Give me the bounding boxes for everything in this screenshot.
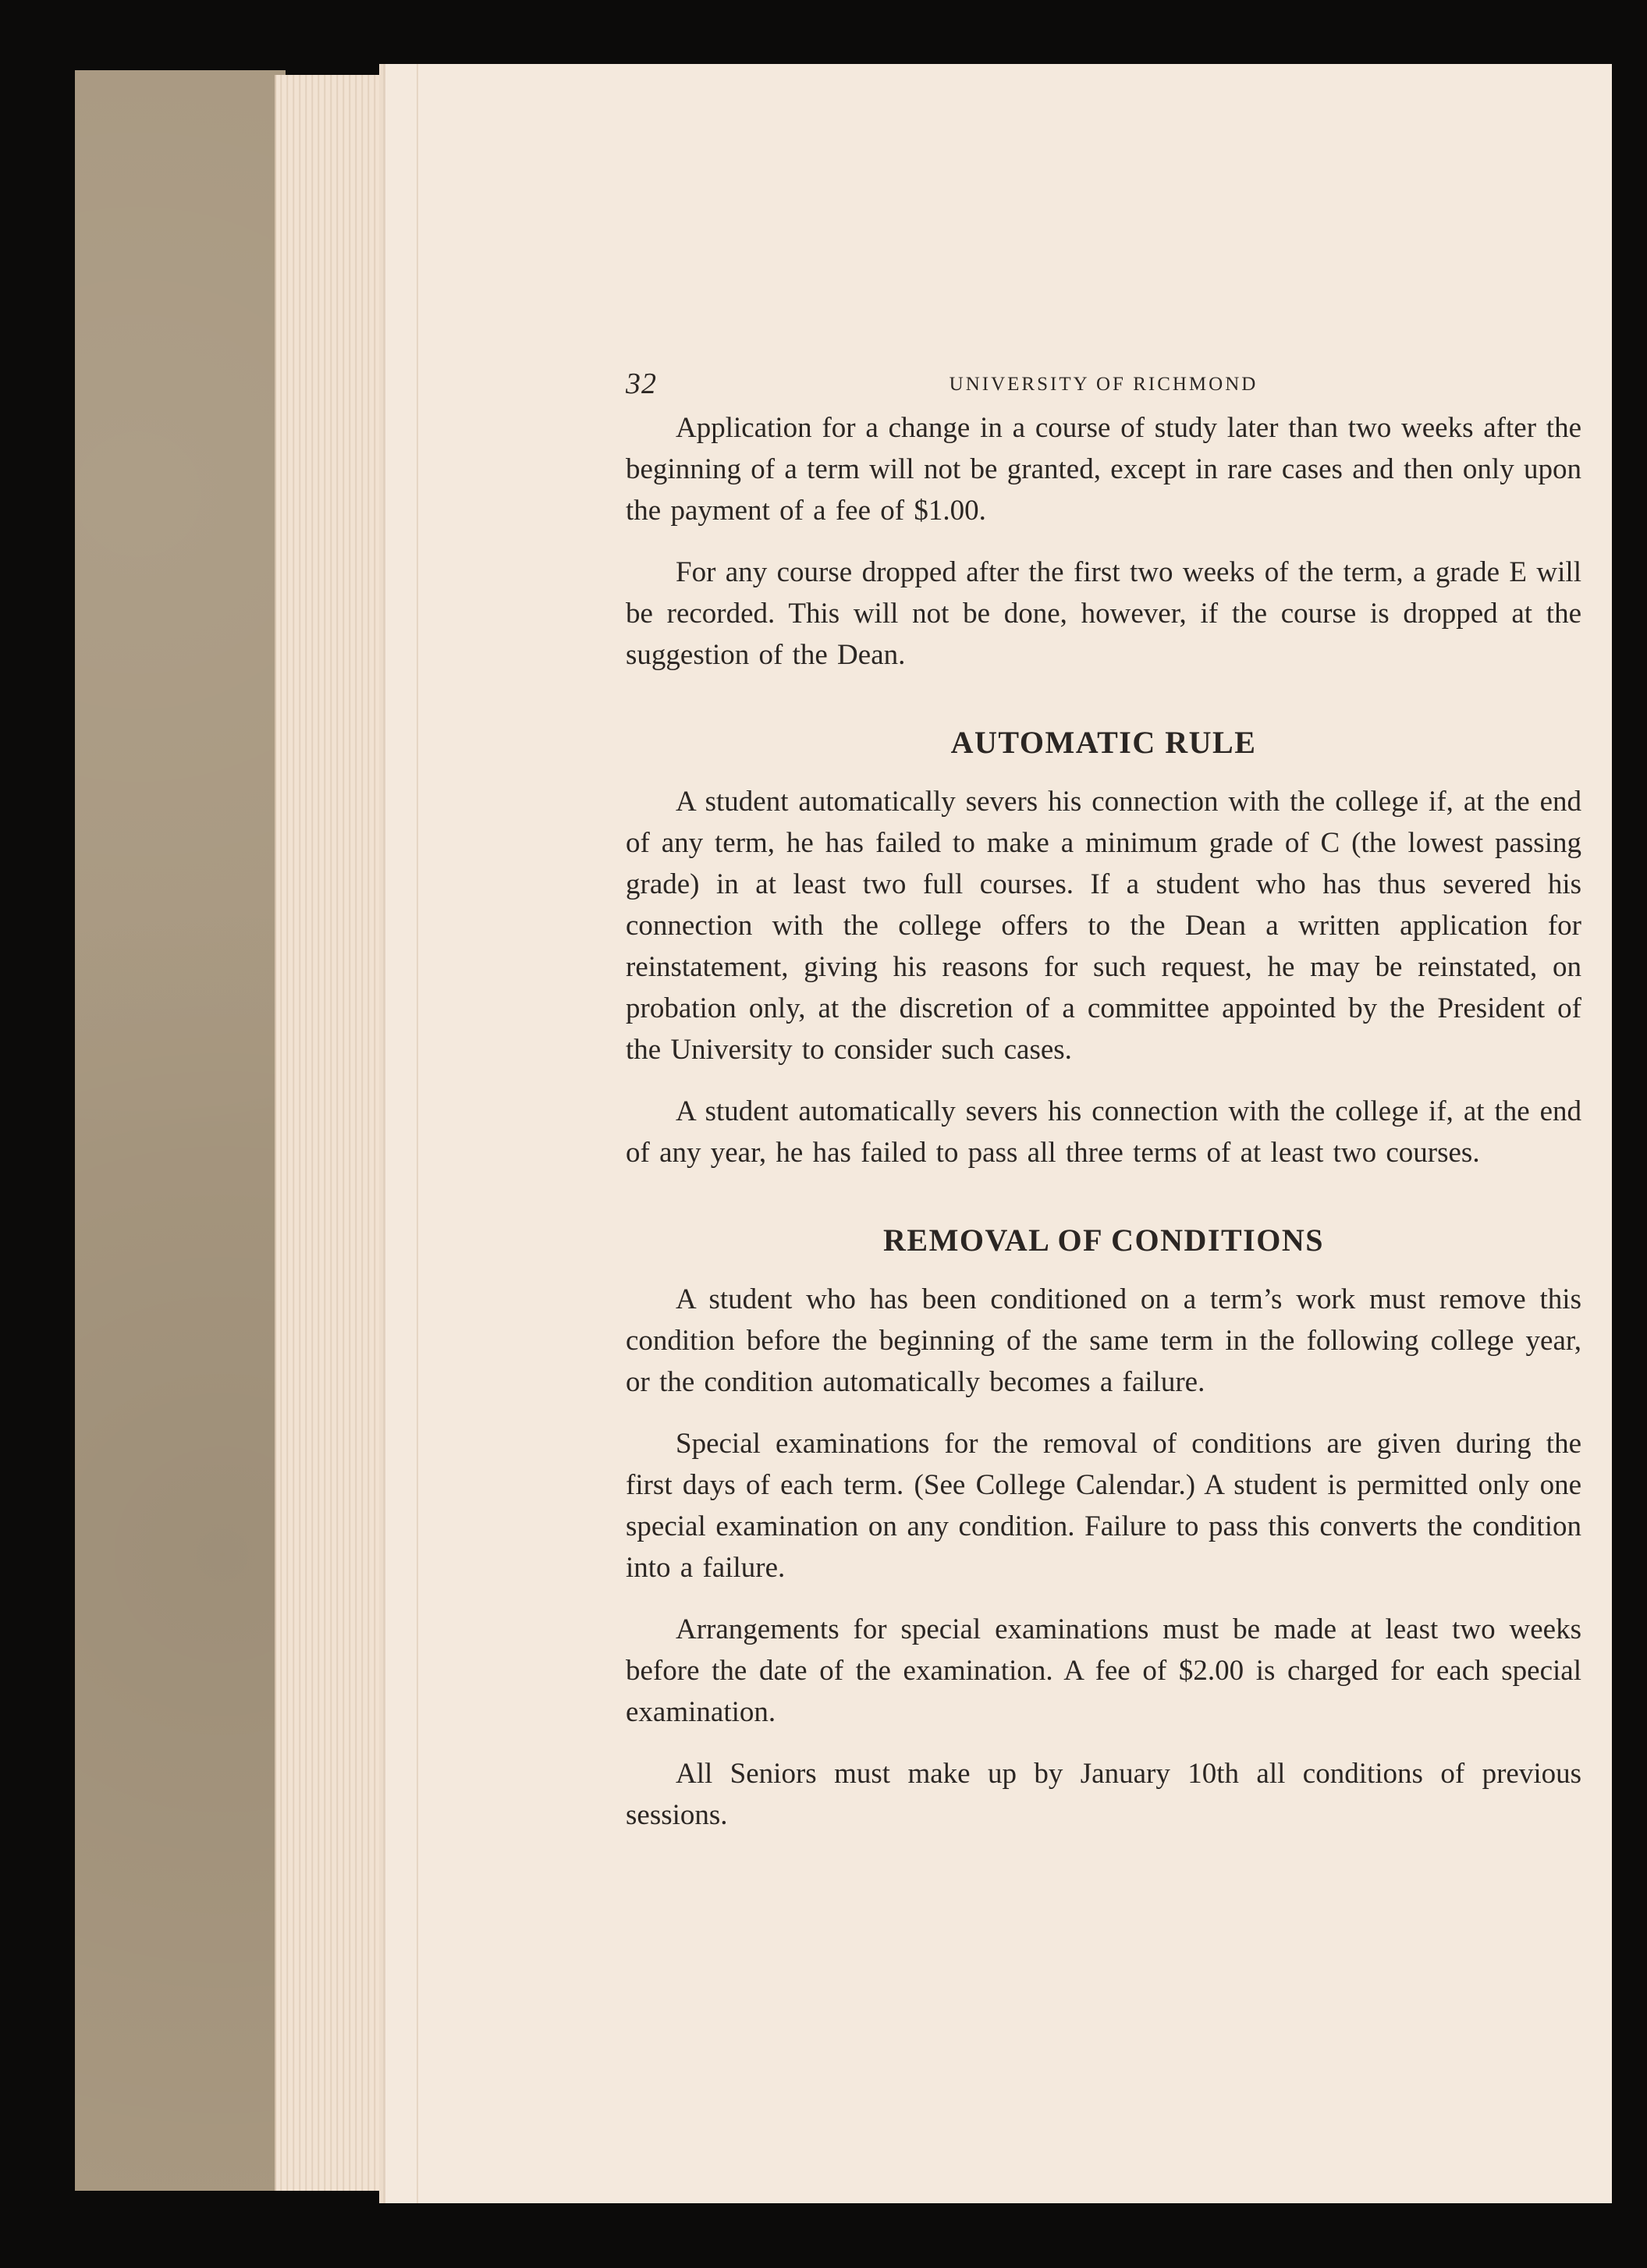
removal-paragraph-4: All Seniors must make up by January 10th all conditions of previous sessions. bbox=[626, 1758, 1581, 1831]
removal-paragraph-1: A student who has been conditioned on a term’s work must remove this condition before the beginning of the same term in the following college year, or the condition automatically becomes a failure. bbox=[626, 1283, 1581, 1398]
running-title: UNIVERSITY OF RICHMOND bbox=[949, 374, 1258, 395]
running-head bbox=[626, 360, 1581, 407]
intro-paragraph-2: For any course dropped after the first two weeks of the term, a grade E will be recorded. This will not be done, however, if the course is dropped at the suggestion of the Dean. bbox=[626, 556, 1581, 671]
page-number: 32 bbox=[626, 367, 657, 400]
section-heading-removal-of-conditions: REMOVAL OF CONDITIONS bbox=[883, 1223, 1324, 1258]
page-fold-line bbox=[417, 64, 418, 2203]
removal-paragraph-2: Special examinations for the removal of conditions are given during the first days of each term. (See College Calendar.) A student is permitted only one special examination on any condition. Failure to pass this converts the condition into a failure. bbox=[626, 1428, 1581, 1584]
automatic-rule-paragraph-2: A student automatically severs his connection with the college if, at the end of any year, he has failed to pass all three terms of at least two courses. bbox=[626, 1095, 1581, 1169]
page-text-block bbox=[626, 360, 1581, 1856]
section-heading-automatic-rule: AUTOMATIC RULE bbox=[950, 725, 1257, 760]
automatic-rule-paragraph-1: A student automatically severs his connection with the college if, at the end of any term, he has failed to make a minimum grade of C (the lowest passing grade) in at least two full courses. If a student who has thus severed his connection with the college offers to the Dean a written application for reinstatement, giving his reasons for such request, he may be reinstated, on probation only, at the discretion of a committee appointed by the President of the University to consider such cases. bbox=[626, 786, 1581, 1066]
book-cover-board bbox=[75, 70, 286, 2191]
book-page bbox=[385, 64, 1612, 2203]
removal-paragraph-3: Arrangements for special examinations must be made at least two weeks before the date of the examination. A fee of $2.00 is charged for each special examination. bbox=[626, 1613, 1581, 1728]
intro-paragraph-1: Application for a change in a course of study later than two weeks after the beginning of a term will not be granted, except in rare cases and then only upon the payment of a fee of $1.00. bbox=[626, 412, 1581, 527]
